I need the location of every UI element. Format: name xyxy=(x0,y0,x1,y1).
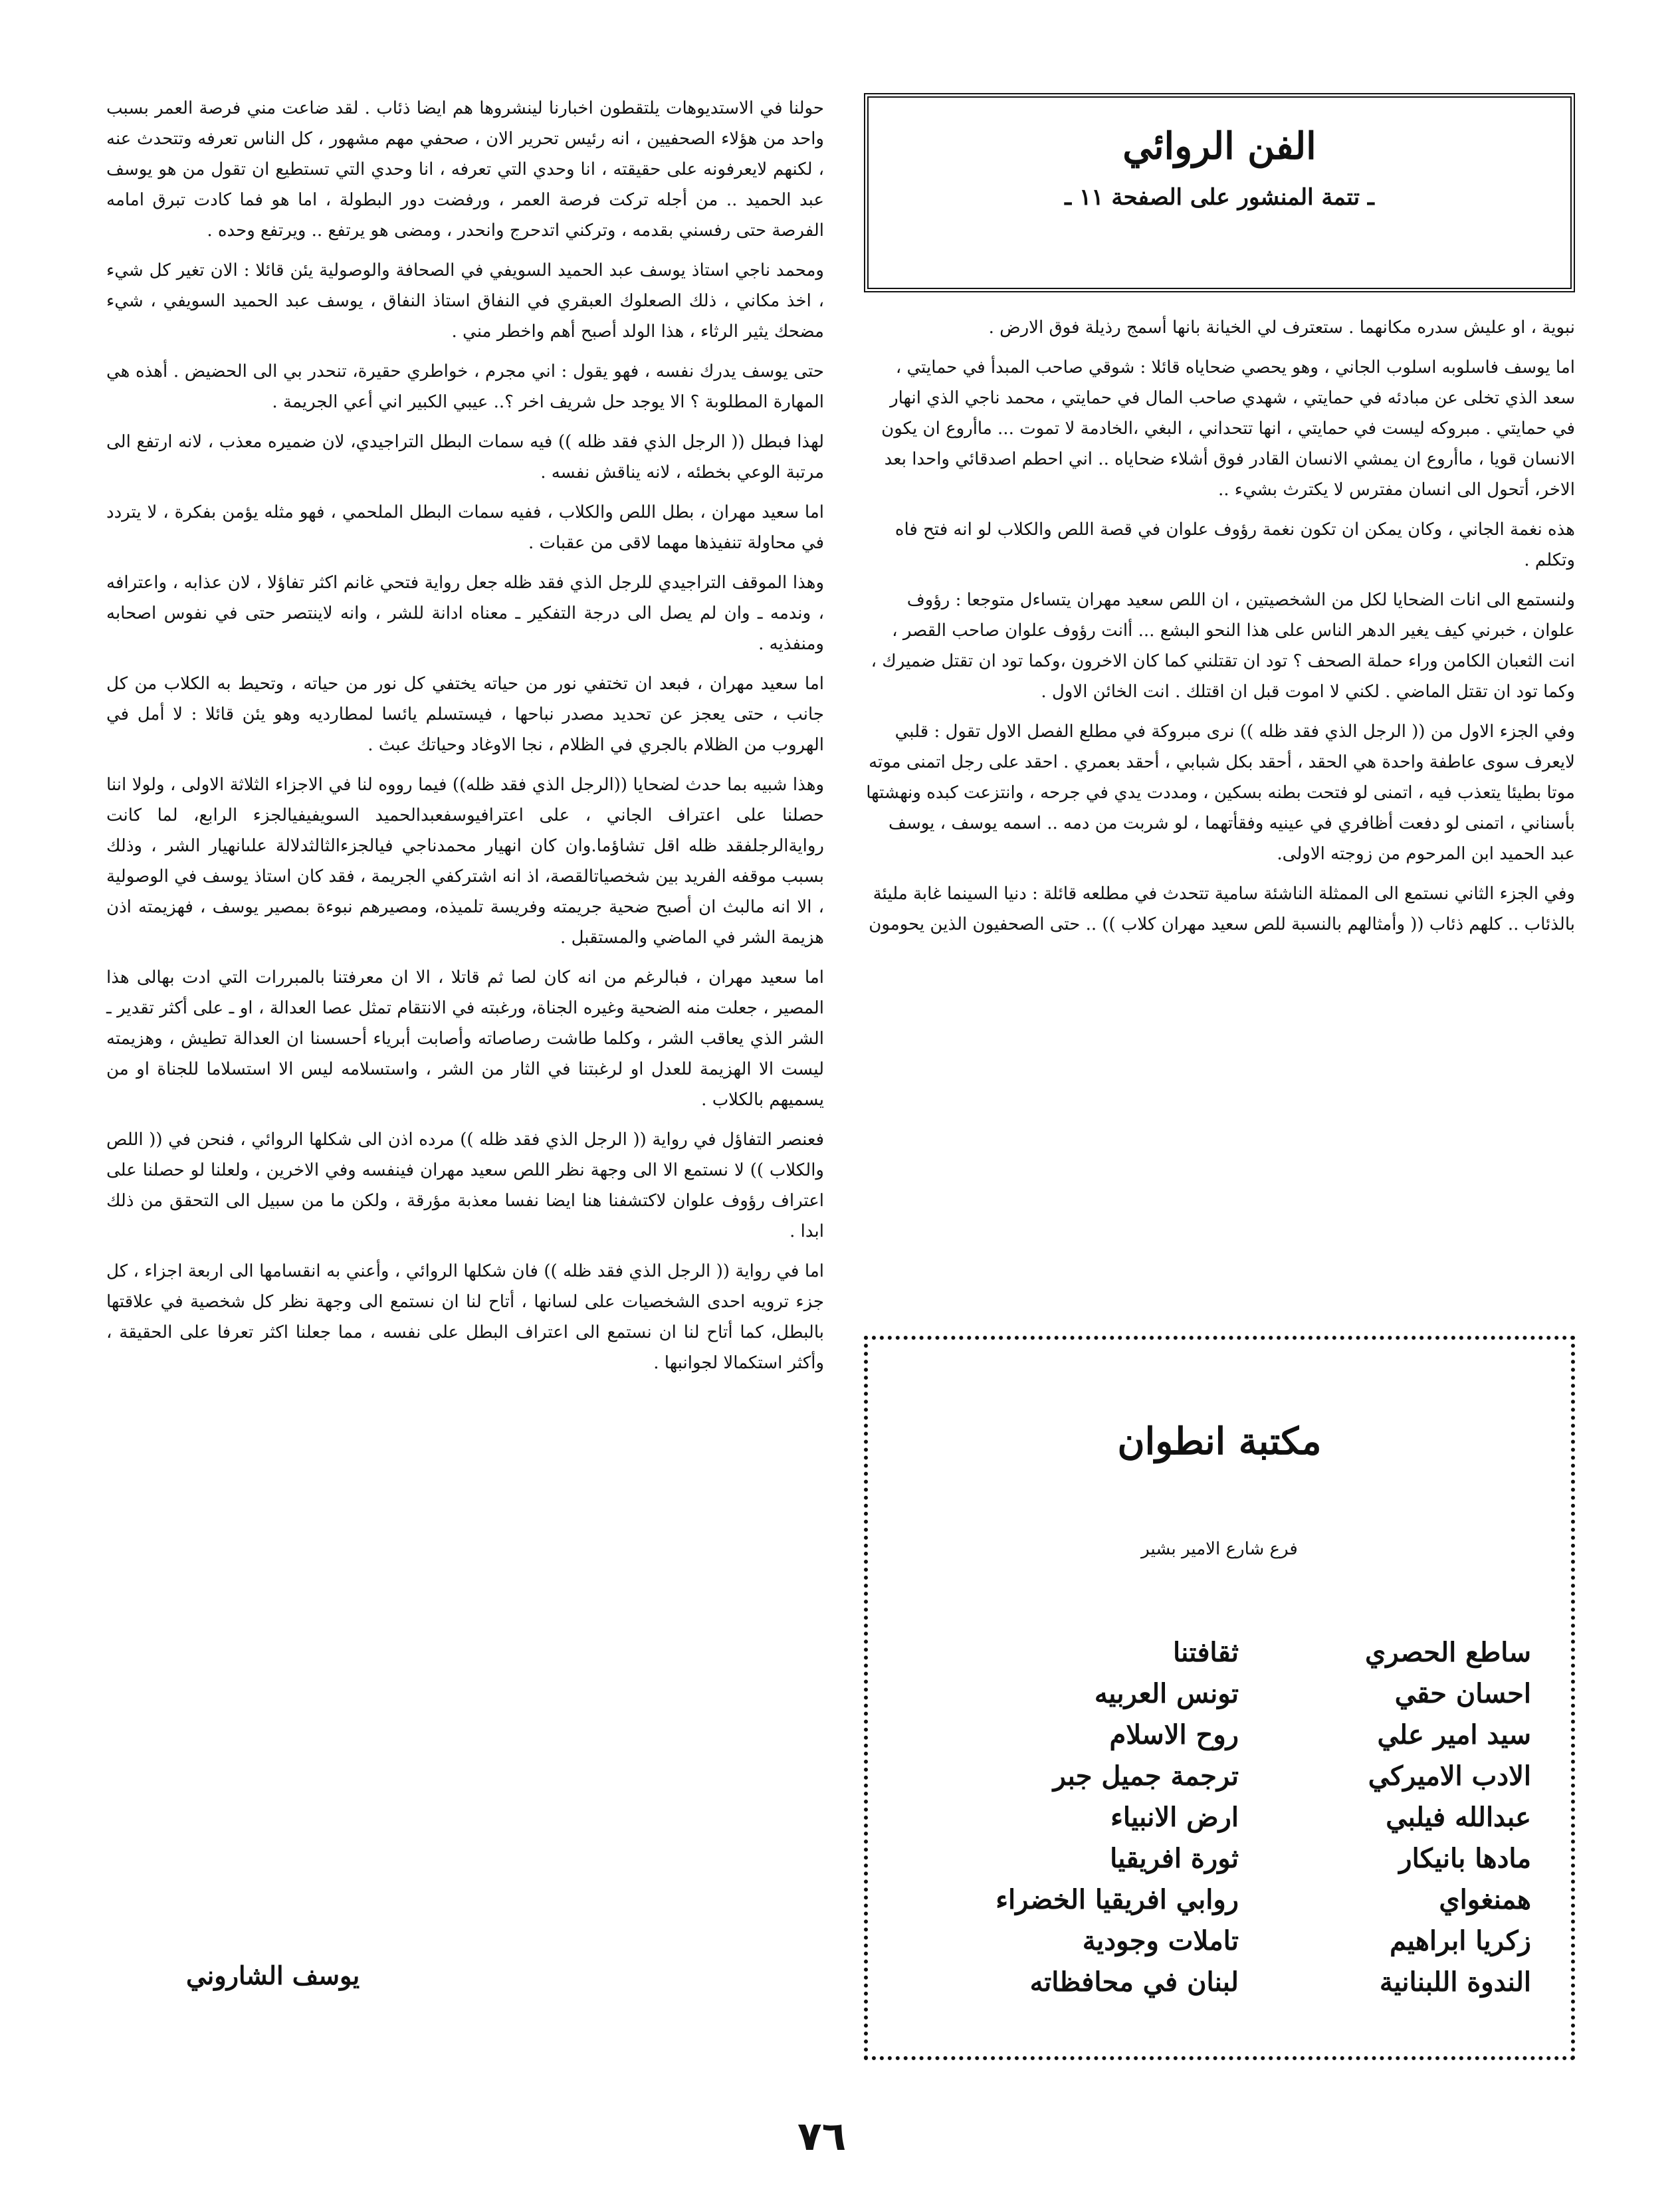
list-item: مادها بانيكار xyxy=(1399,1843,1531,1874)
paragraph: ومحمد ناجي استاذ يوسف عبد الحميد السويفي في الصحافة والوصولية يئن قائلا : الان تغير كل شيء ، اخذ مكاني ، ذلك الصعلوك العبقري في النفاق استاذ النفاق ، يوسف عبد الحميد السويفي ، شيء مضحك يثير الرثاء ، هذا الولد أصبح أهم واخطر مني . xyxy=(106,261,824,342)
paragraph: اما في رواية (( الرجل الذي فقد ظله )) فان شكلها الروائي ، وأعني به انقسامها الى اربعة اجزاء ، كل جزء ترويه احدى الشخصيات على لسانها ، أتاح لنا ان نستمع الى وجهة نظر كل شخصية في علاقتها بالبطل، كما أتاح لنا ان نستمع الى اعتراف البطل على نفسه ، مما جعلنا اكثر تعرفا على الحقيقة ، وأكثر استكمالا لجوانبها . xyxy=(106,1261,824,1373)
paragraph: حتى يوسف يدرك نفسه ، فهو يقول : اني مجرم ، خواطري حقيرة، تنحدر بي الى الحضيض . أهذه هي المهارة المطلوبة ؟ الا يوجد حل شريف اخر ؟.. عيبي الكبير اني أعي الجريمة . xyxy=(106,362,824,412)
paragraph: اما سعيد مهران ، بطل اللص والكلاب ، ففيه سمات البطل الملحمي ، فهو مثله يؤمن بفكرة ، لا يتردد في محاولة تنفيذها مهما لاقى من عقبات . xyxy=(106,502,824,553)
list-item: روح الاسلام xyxy=(1109,1719,1239,1750)
paragraph: وفي الجزء الاول من (( الرجل الذي فقد ظله )) نرى مبروكة في مطلع الفصل الاول تقول : قلبي لايعرف سوى عاطفة واحدة هي الحقد ، أحقد بكل شبابي ، أحقد بعمري . احقد على رجل اتمنى موته موتا بطيئا يتعذب فيه ، اتمنى لو فتحت بطنه بسكين ، ومددت يدي في جرحه ، وانتزعت كبده ونهشتها بأسناني ، اتمنى لو دفعت أظافري في عينيه وفقأتهما ، لو شربت من دمه .. اسمه يوسف ، يوسف عبد الحميد ابن المرحوم من زوجته الاولى. xyxy=(866,722,1575,864)
paragraph: نبوية ، او عليش سدره مكانهما . ستعترف لي الخيانة بانها أسمج رذيلة فوق الارض . xyxy=(988,318,1575,338)
paragraph: اما سعيد مهران ، فبالرغم من انه كان لصا ثم قاتلا ، الا ان معرفتنا بالمبررات التي ادت بهالى هذا المصير ، جعلت منه الضحية وغيره الجناة، ورغبته في الانتقام تمثل عصا العدالة ، او ـ على أكثر تقدير ـ الشر الذي يعاقب الشر ، وكلما طاشت رصاصاته وأصابت أبرياء أحسسنا ان العدالة تطيش ، وهزيمته ليست الا الهزيمة للعدل او لرغبتنا في الثار من الشر ، واستسلامه ليس الا استسلاما للجناة او من يسميهم بالكلاب . xyxy=(106,968,824,1110)
page-number: ٧٦ xyxy=(797,2113,847,2160)
paragraph: لهذا فبطل (( الرجل الذي فقد ظله )) فيه سمات البطل التراجيدي، لان ضميره معذب ، لانه ارتفع الى مرتبة الوعي بخطئه ، لانه يناقش نفسه . xyxy=(106,432,824,482)
list-item: ثقافتنا xyxy=(1172,1637,1239,1668)
list-item: تونس العربيه xyxy=(1094,1678,1239,1709)
ad-author-list xyxy=(1365,1632,1531,2003)
ad-subtitle: فرع شارع الامير بشير xyxy=(1141,1539,1298,1559)
article-subtitle: ـ تتمة المنشور على الصفحة ١١ ـ xyxy=(1065,184,1374,211)
list-item: لبنان في محافظاته xyxy=(1029,1966,1239,1998)
article-title-box xyxy=(864,93,1575,292)
list-item: احسان حقي xyxy=(1394,1678,1531,1709)
list-item: سيد امير علي xyxy=(1377,1719,1531,1750)
list-item: زكريا ابراهيم xyxy=(1390,1925,1531,1956)
right-column xyxy=(864,312,1575,949)
list-item: ترجمة جميل جبر xyxy=(1053,1760,1239,1792)
paragraph: وفي الجزء الثاني نستمع الى الممثلة الناشئة سامية تتحدث في مطلعه قائلة : دنيا السينما غابة مليئة بالذئاب .. كلهم ذئاب (( وأمثالهم بالنسبة للص سعيد مهران كلاب )) .. حتى الصحفيون الذين يحومون xyxy=(869,884,1575,934)
paragraph: فعنصر التفاؤل في رواية (( الرجل الذي فقد ظله )) مرده اذن الى شكلها الروائي ، فنحن في (( اللص والكلاب )) لا نستمع الا الى وجهة نظر اللص سعيد مهران فينفسه وفي الاخرين ، ولعلنا لو حصلنا على اعتراف رؤوف علوان لاكتشفنا هنا ايضا نفسا معذبة مؤرقة ، ولكن ما من سبيل الى التحقق من ذلك ابدا . xyxy=(106,1130,824,1241)
paragraph: اما سعيد مهران ، فبعد ان تختفي نور من حياته يختفي كل نور من حياته ، وتحيط به الكلاب من كل جانب ، حتى يعجز عن تحديد مصدر نباحها ، فيستسلم يائسا لمطارديه وهو يئن قائلا : لا أمل في الهروب من الظلام بالجري في الظلام ، نجا الاوغاد وحياتك عبث . xyxy=(106,674,824,755)
paragraph: وهذا شبيه بما حدث لضحايا ((الرجل الذي فقد ظله)) فيما رووه لنا في الاجزاء الثلاثة الاولى ، ولولا اننا حصلنا على اعتراف الجاني ، على اعترافيوسفعبدالحميد السويفيفيالجزء الرابع، لما كانت روايةالرجلفقد ظله اقل تشاؤما.وان كان انهيار محمدناجي فيالجزءالثالثدلالة علىانهيار الشر ، وذلك بسبب موقفه الفريد بين شخصياتالقصة، اذ انه اشتركفي الجريمة ، فقد كان استاذ يوسف في الوصولية ، الا انه مالبث ان أصبح ضحية جريمته وفريسة تلميذه، ومصيرهم نبوءة بمصير يوسف ، فهزيمته اذن هزيمة الشر في الماضي والمستقبل . xyxy=(106,775,824,948)
paragraph: ولنستمع الى انات الضحايا لكل من الشخصيتين ، ان اللص سعيد مهران يتساءل متوجعا : رؤوف علوان ، خبرني كيف يغير الدهر الناس على هذا النحو البشع ... أانت رؤوف علوان صاحب القصر ، انت الثعبان الكامن وراء حملة الصحف ؟ تود ان تقتلني كما كان الاخرون ،وكما تود ان تقتل ضميرك ، وكما تود ان تقتل الماضي . لكني لا اموت قبل ان اقتلك . انت الخائن الاول . xyxy=(871,590,1575,702)
list-item: همنغواي xyxy=(1439,1884,1531,1915)
list-item: ساطع الحصري xyxy=(1365,1637,1531,1668)
list-item: ارض الانبياء xyxy=(1110,1802,1239,1833)
left-column xyxy=(106,93,824,1388)
list-item: روابي افريقيا الخضراء xyxy=(996,1884,1239,1915)
ad-title: مكتبة انطوان xyxy=(1117,1420,1322,1463)
list-item: عبدالله فيلبي xyxy=(1386,1802,1531,1833)
paragraph: وهذا الموقف التراجيدي للرجل الذي فقد ظله جعل رواية فتحي غانم اكثر تفاؤلا ، لان عذابه ، واعترافه ، وندمه ـ وان لم يصل الى درجة التفكير ـ معناه ادانة للشر ، وانه لاينتصر حتى في نفوس اصحابه ومنفذيه . xyxy=(106,573,824,654)
paragraph: اما يوسف فاسلوبه اسلوب الجاني ، وهو يحصي ضحاياه قائلا : شوقي صاحب المبدأ في حمايتي ، سعد الذي تخلى عن مبادئه في حمايتي ، شهدي صاحب المال في حمايتي ، محمد ناجي الذي انهار في حمايتي . مبروكه ليست في حمايتي ، انها تتحداني ، البغي ،الخادمة لا تموت ... ماأروع ان يكون الانسان قويا ، ماأروع ان يمشي الانسان القادر فوق أشلاء ضحاياه .. اني احطم اصدقائي واحدا بعد الاخر، أتحول الى انسان مفترس لا يكترث بشيء .. xyxy=(881,358,1575,500)
list-item: ثورة افريقيا xyxy=(1110,1843,1239,1874)
bookstore-ad xyxy=(864,1336,1575,2060)
list-item: تاملات وجودية xyxy=(1082,1925,1239,1956)
article-title: الفن الروائي xyxy=(1122,124,1316,168)
author-signature: يوسف الشاروني xyxy=(186,1960,360,1990)
ad-title-list xyxy=(996,1632,1239,2003)
list-item: الندوة اللبنانية xyxy=(1379,1966,1531,1998)
paragraph: هذه نغمة الجاني ، وكان يمكن ان تكون نغمة رؤوف علوان في قصة اللص والكلاب لو انه فتح فاه وتكلم . xyxy=(894,520,1575,570)
paragraph: حولنا في الاستديوهات يلتقطون اخبارنا لينشروها هم ايضا ذئاب . لقد ضاعت مني فرصة العمر بسبب واحد من هؤلاء الصحفيين ، انه رئيس تحرير الان ، صحفي مهم مشهور ، كل الناس تعرفه وتتحدث عنه ، لكنهم لايعرفونه على حقيقته ، انا وحدي التي تعرفه ، انا وحدي التي تستطيع ان تقول من هو يوسف عبد الحميد .. من أجله تركت فرصة العمر ، ورفضت دور البطولة ، اما هو فما كادت تبرق امامه الفرصة حتى رفسني بقدمه ، وتركني اتدحرج وانحدر ، ومضى هو يرتفع .. ويرتفع وحده . xyxy=(106,98,824,241)
list-item: الادب الاميركي xyxy=(1368,1760,1531,1792)
